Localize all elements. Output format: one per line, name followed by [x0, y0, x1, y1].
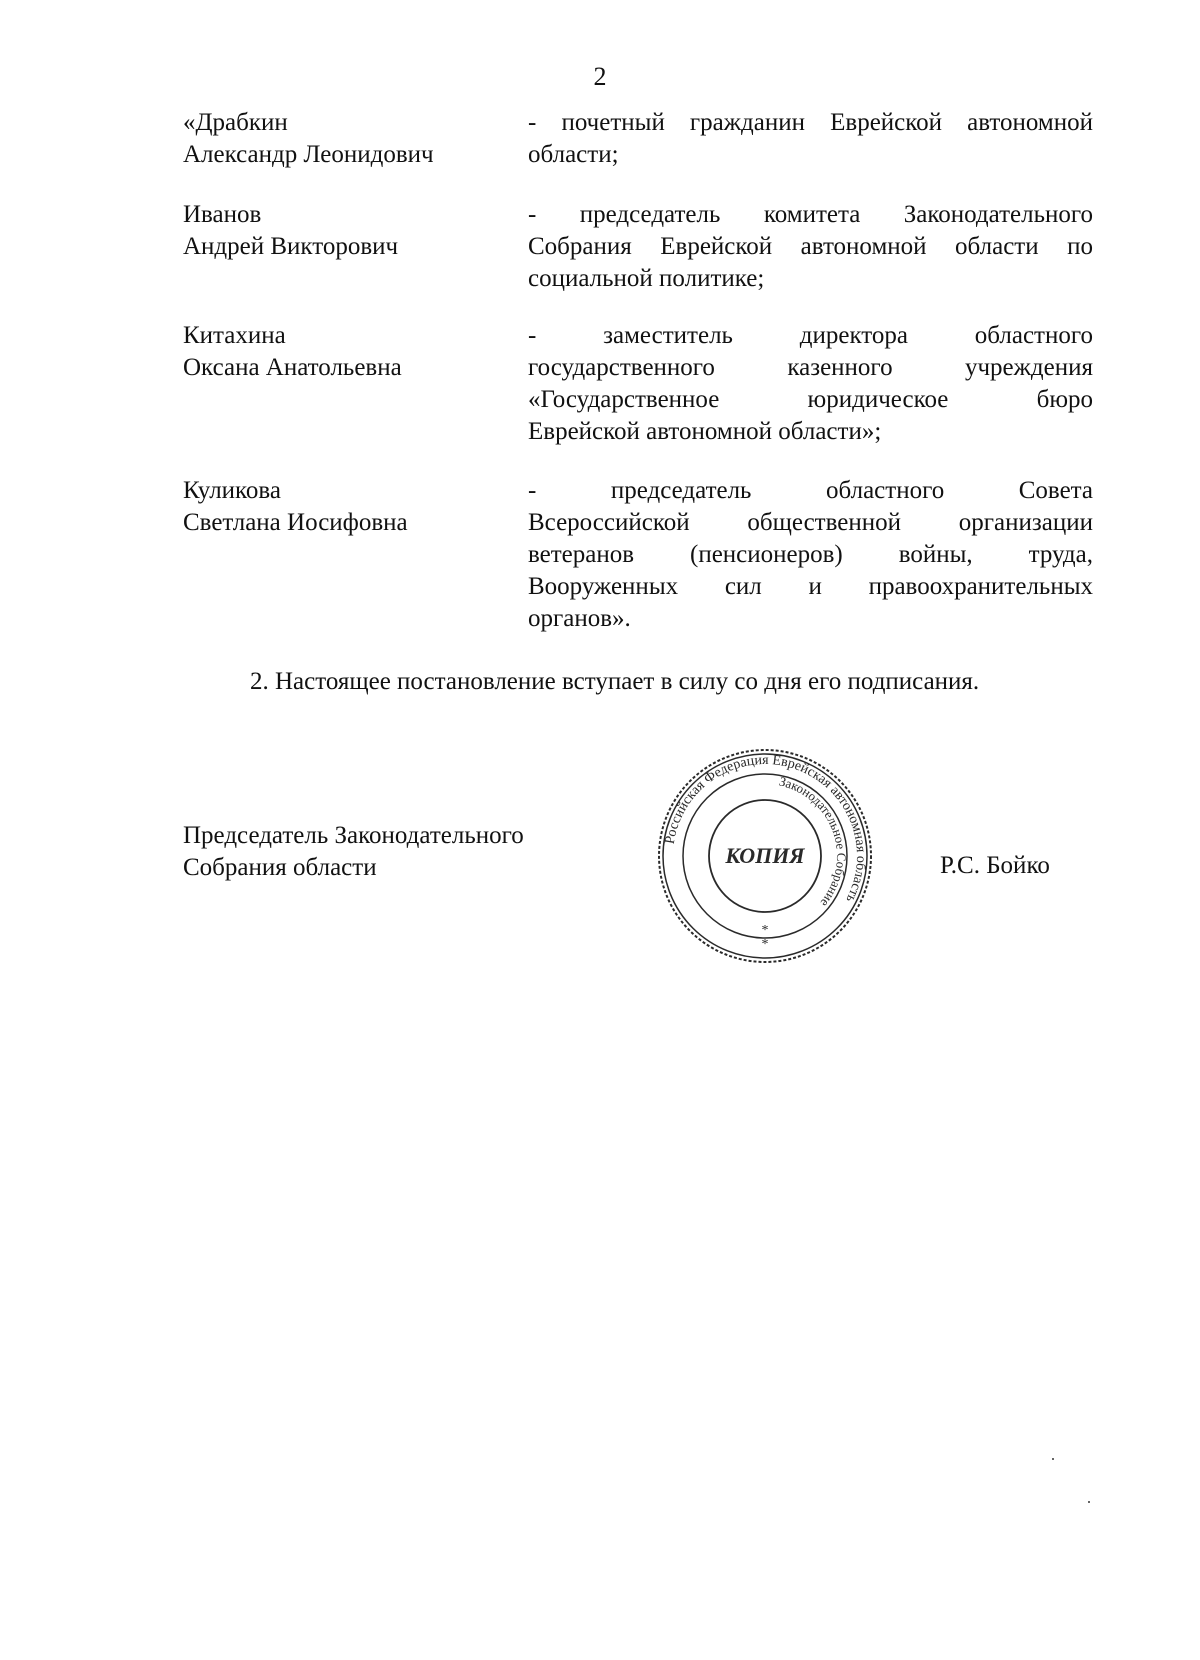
member-surname: «Драбкин — [183, 109, 288, 136]
role-line: Собрания Еврейской автономной области по — [528, 233, 1093, 260]
role-line: - заместитель директора областного — [528, 322, 1093, 349]
signer-title-line: Собрания области — [183, 854, 377, 881]
seal-center-word: КОПИЯ — [725, 843, 805, 868]
member-role — [528, 320, 1093, 448]
role-line: «Государственное юридическое бюро — [528, 386, 1093, 413]
signer-title-line: Председатель Законодательного — [183, 822, 524, 849]
signer-title — [183, 820, 524, 884]
member-surname: Китахина — [183, 322, 286, 349]
role-line: ветеранов (пенсионеров) войны, труда, — [528, 541, 1093, 568]
scan-speck — [1052, 1458, 1054, 1460]
seal-star-icon: * — [761, 937, 769, 952]
member-name — [183, 475, 513, 539]
member-surname: Куликова — [183, 477, 281, 504]
role-line: органов». — [528, 605, 631, 632]
role-line: - почетный гражданин Еврейской автономной — [528, 109, 1093, 136]
member-given-names: Светлана Иосифовна — [183, 509, 408, 536]
role-line: - председатель комитета Законодательного — [528, 201, 1093, 228]
seal-star-icon: * — [761, 923, 769, 938]
member-surname: Иванов — [183, 201, 262, 228]
member-name — [183, 107, 513, 171]
member-role — [528, 107, 1093, 171]
member-name — [183, 320, 513, 384]
role-line: государственного казенного учреждения — [528, 354, 1093, 381]
role-line: Вооруженных сил и правоохранительных — [528, 573, 1093, 600]
scan-speck — [1088, 1501, 1090, 1503]
role-line: Всероссийской общественной организации — [528, 509, 1093, 536]
role-line: социальной политике; — [528, 265, 765, 292]
member-given-names: Андрей Викторович — [183, 233, 399, 260]
member-given-names: Оксана Анатольевна — [183, 354, 402, 381]
member-given-names: Александр Леонидович — [183, 141, 434, 168]
seal-inner-ring-text: Законодательное Собрание — [777, 773, 850, 911]
member-role — [528, 475, 1093, 635]
signer-name: Р.С. Бойко — [940, 852, 1050, 879]
official-seal — [655, 746, 875, 966]
role-line: области; — [528, 141, 619, 168]
role-line: - председатель областного Совета — [528, 477, 1093, 504]
page-number: 2 — [593, 62, 607, 91]
seal-outer-ring-text: Российская Федерация Еврейская автономная область — [662, 752, 869, 905]
member-role — [528, 199, 1093, 295]
clause-2: 2. Настоящее постановление вступает в силу со дня его подписания. — [250, 668, 980, 695]
member-name — [183, 199, 513, 263]
role-line: Еврейской автономной области»; — [528, 418, 882, 445]
